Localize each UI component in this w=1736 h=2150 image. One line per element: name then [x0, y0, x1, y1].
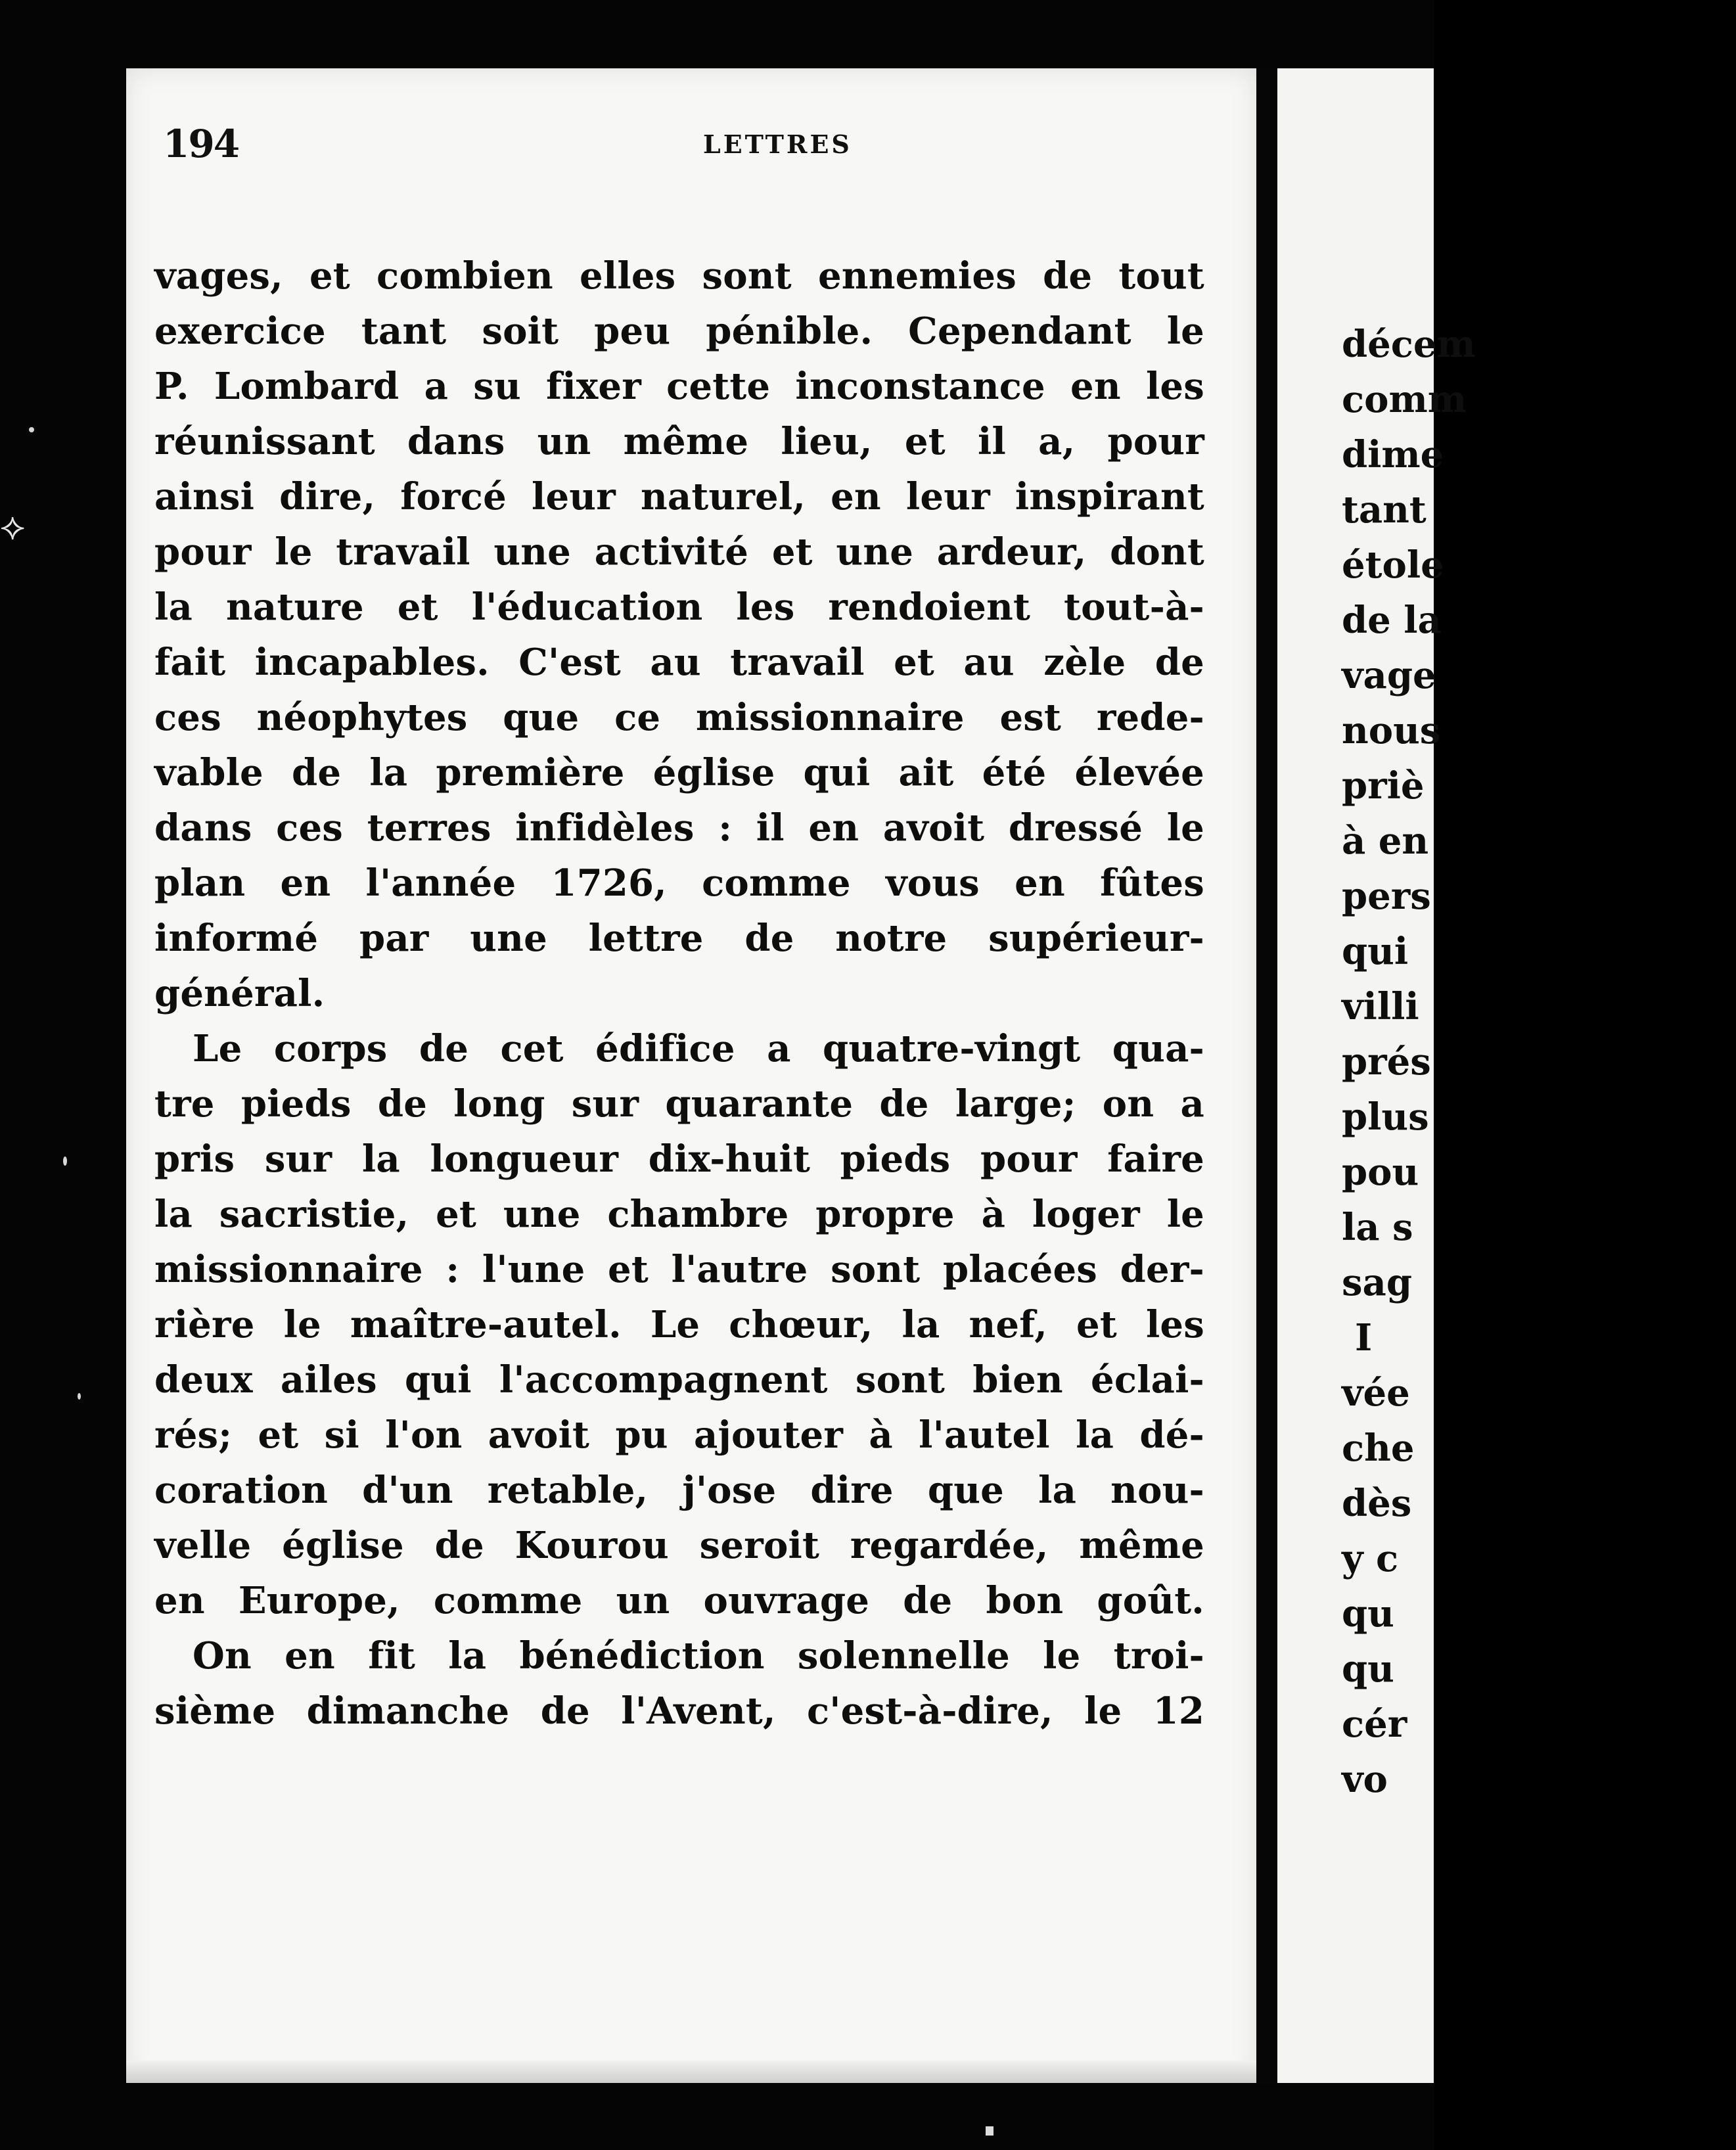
facing-page-text	[1342, 317, 1736, 1807]
body-text	[154, 248, 1204, 1739]
running-head-title: LETTRES	[703, 129, 852, 159]
text-line: missionnaire : l'une et l'autre sont placées der-	[154, 1248, 1204, 1291]
facing-text-line: dès	[1342, 1482, 1412, 1525]
text-line: réunissant dans un même lieu, et il a, pour	[154, 420, 1204, 463]
text-line: en Europe, comme un ouvrage de bon goût.	[154, 1579, 1204, 1622]
text-line: deux ailes qui l'accompagnent sont bien éclai-	[154, 1358, 1204, 1402]
facing-page	[1277, 68, 1476, 2083]
facing-text-line: décem	[1342, 323, 1476, 366]
text-line: P. Lombard a su fixer cette inconstance en les	[154, 365, 1204, 408]
facing-text-line: I	[1355, 1316, 1373, 1360]
running-head	[163, 122, 1181, 174]
text-line: fait incapables. C'est au travail et au zèle de	[154, 641, 1204, 684]
facing-text-line: qui	[1342, 930, 1409, 973]
facing-text-line: villi	[1342, 985, 1419, 1028]
text-line: la nature et l'éducation les rendoient tout-à-	[154, 585, 1204, 629]
facing-text-line: de la	[1342, 599, 1442, 642]
margin-speck	[78, 1393, 81, 1400]
text-line: vable de la première église qui ait été élevée	[154, 751, 1204, 794]
bottom-speck	[986, 2126, 994, 2136]
facing-text-line: tant	[1342, 488, 1427, 532]
facing-text-line: sag	[1342, 1261, 1412, 1304]
text-line: pris sur la longueur dix-huit pieds pour faire	[154, 1137, 1204, 1181]
text-line: ces néophytes que ce missionnaire est rede-	[154, 696, 1204, 739]
text-line: vages, et combien elles sont ennemies de tout	[154, 254, 1204, 298]
facing-text-line: che	[1342, 1427, 1415, 1470]
text-line: pour le travail une activité et une ardeur, dont	[154, 530, 1204, 574]
facing-text-line: étole	[1342, 543, 1444, 587]
facing-text-line: comm	[1342, 378, 1467, 421]
facing-text-line: plus	[1342, 1095, 1429, 1139]
facing-text-line: vage	[1342, 654, 1436, 697]
page-bottom-edge	[126, 2061, 1256, 2083]
text-line: coration d'un retable, j'ose dire que la nou-	[154, 1469, 1204, 1512]
facing-text-line: qu	[1342, 1647, 1394, 1691]
text-line: velle église de Kourou seroit regardée, même	[154, 1524, 1204, 1567]
margin-speck	[63, 1156, 67, 1166]
text-line: général.	[154, 972, 325, 1015]
facing-text-line: prés	[1342, 1040, 1431, 1084]
facing-text-line: la s	[1342, 1206, 1413, 1249]
facing-text-line: nous	[1342, 709, 1441, 752]
text-line: rière le maître-autel. Le chœur, la nef, et les	[154, 1303, 1204, 1346]
text-line: dans ces terres infidèles : il en avoit dressé le	[154, 806, 1204, 850]
facing-text-line: vée	[1342, 1371, 1410, 1415]
text-line: plan en l'année 1726, comme vous en fûtes	[154, 861, 1204, 905]
facing-text-line: à en	[1342, 819, 1429, 863]
book-gutter	[1256, 68, 1277, 2083]
margin-speck	[29, 427, 34, 432]
facing-text-line: priè	[1342, 764, 1425, 808]
facing-text-line: dime	[1342, 433, 1444, 476]
text-line: tre pieds de long sur quarante de large; on a	[154, 1082, 1204, 1126]
text-line: exercice tant soit peu pénible. Cependant le	[154, 309, 1204, 353]
page-number: 194	[163, 122, 239, 166]
text-line: On en fit la bénédiction solennelle le troi-	[193, 1634, 1204, 1678]
facing-text-line: y c	[1342, 1537, 1399, 1580]
text-line: sième dimanche de l'Avent, c'est-à-dire, le 12	[154, 1689, 1204, 1733]
facing-text-line: qu	[1342, 1592, 1394, 1635]
facing-text-line: cér	[1342, 1703, 1407, 1746]
text-line: la sacristie, et une chambre propre à loger le	[154, 1193, 1204, 1236]
text-line: rés; et si l'on avoit pu ajouter à l'autel la dé-	[154, 1413, 1204, 1457]
margin-mark-icon: ⟡	[0, 503, 26, 548]
facing-text-line: pers	[1342, 875, 1431, 918]
text-line: informé par une lettre de notre supérieur-	[154, 917, 1204, 960]
text-line: ainsi dire, forcé leur naturel, en leur inspirant	[154, 475, 1204, 518]
facing-text-line: pou	[1342, 1151, 1419, 1194]
text-line: Le corps de cet édifice a quatre-vingt qua-	[193, 1027, 1204, 1070]
facing-text-line: vo	[1342, 1758, 1388, 1801]
